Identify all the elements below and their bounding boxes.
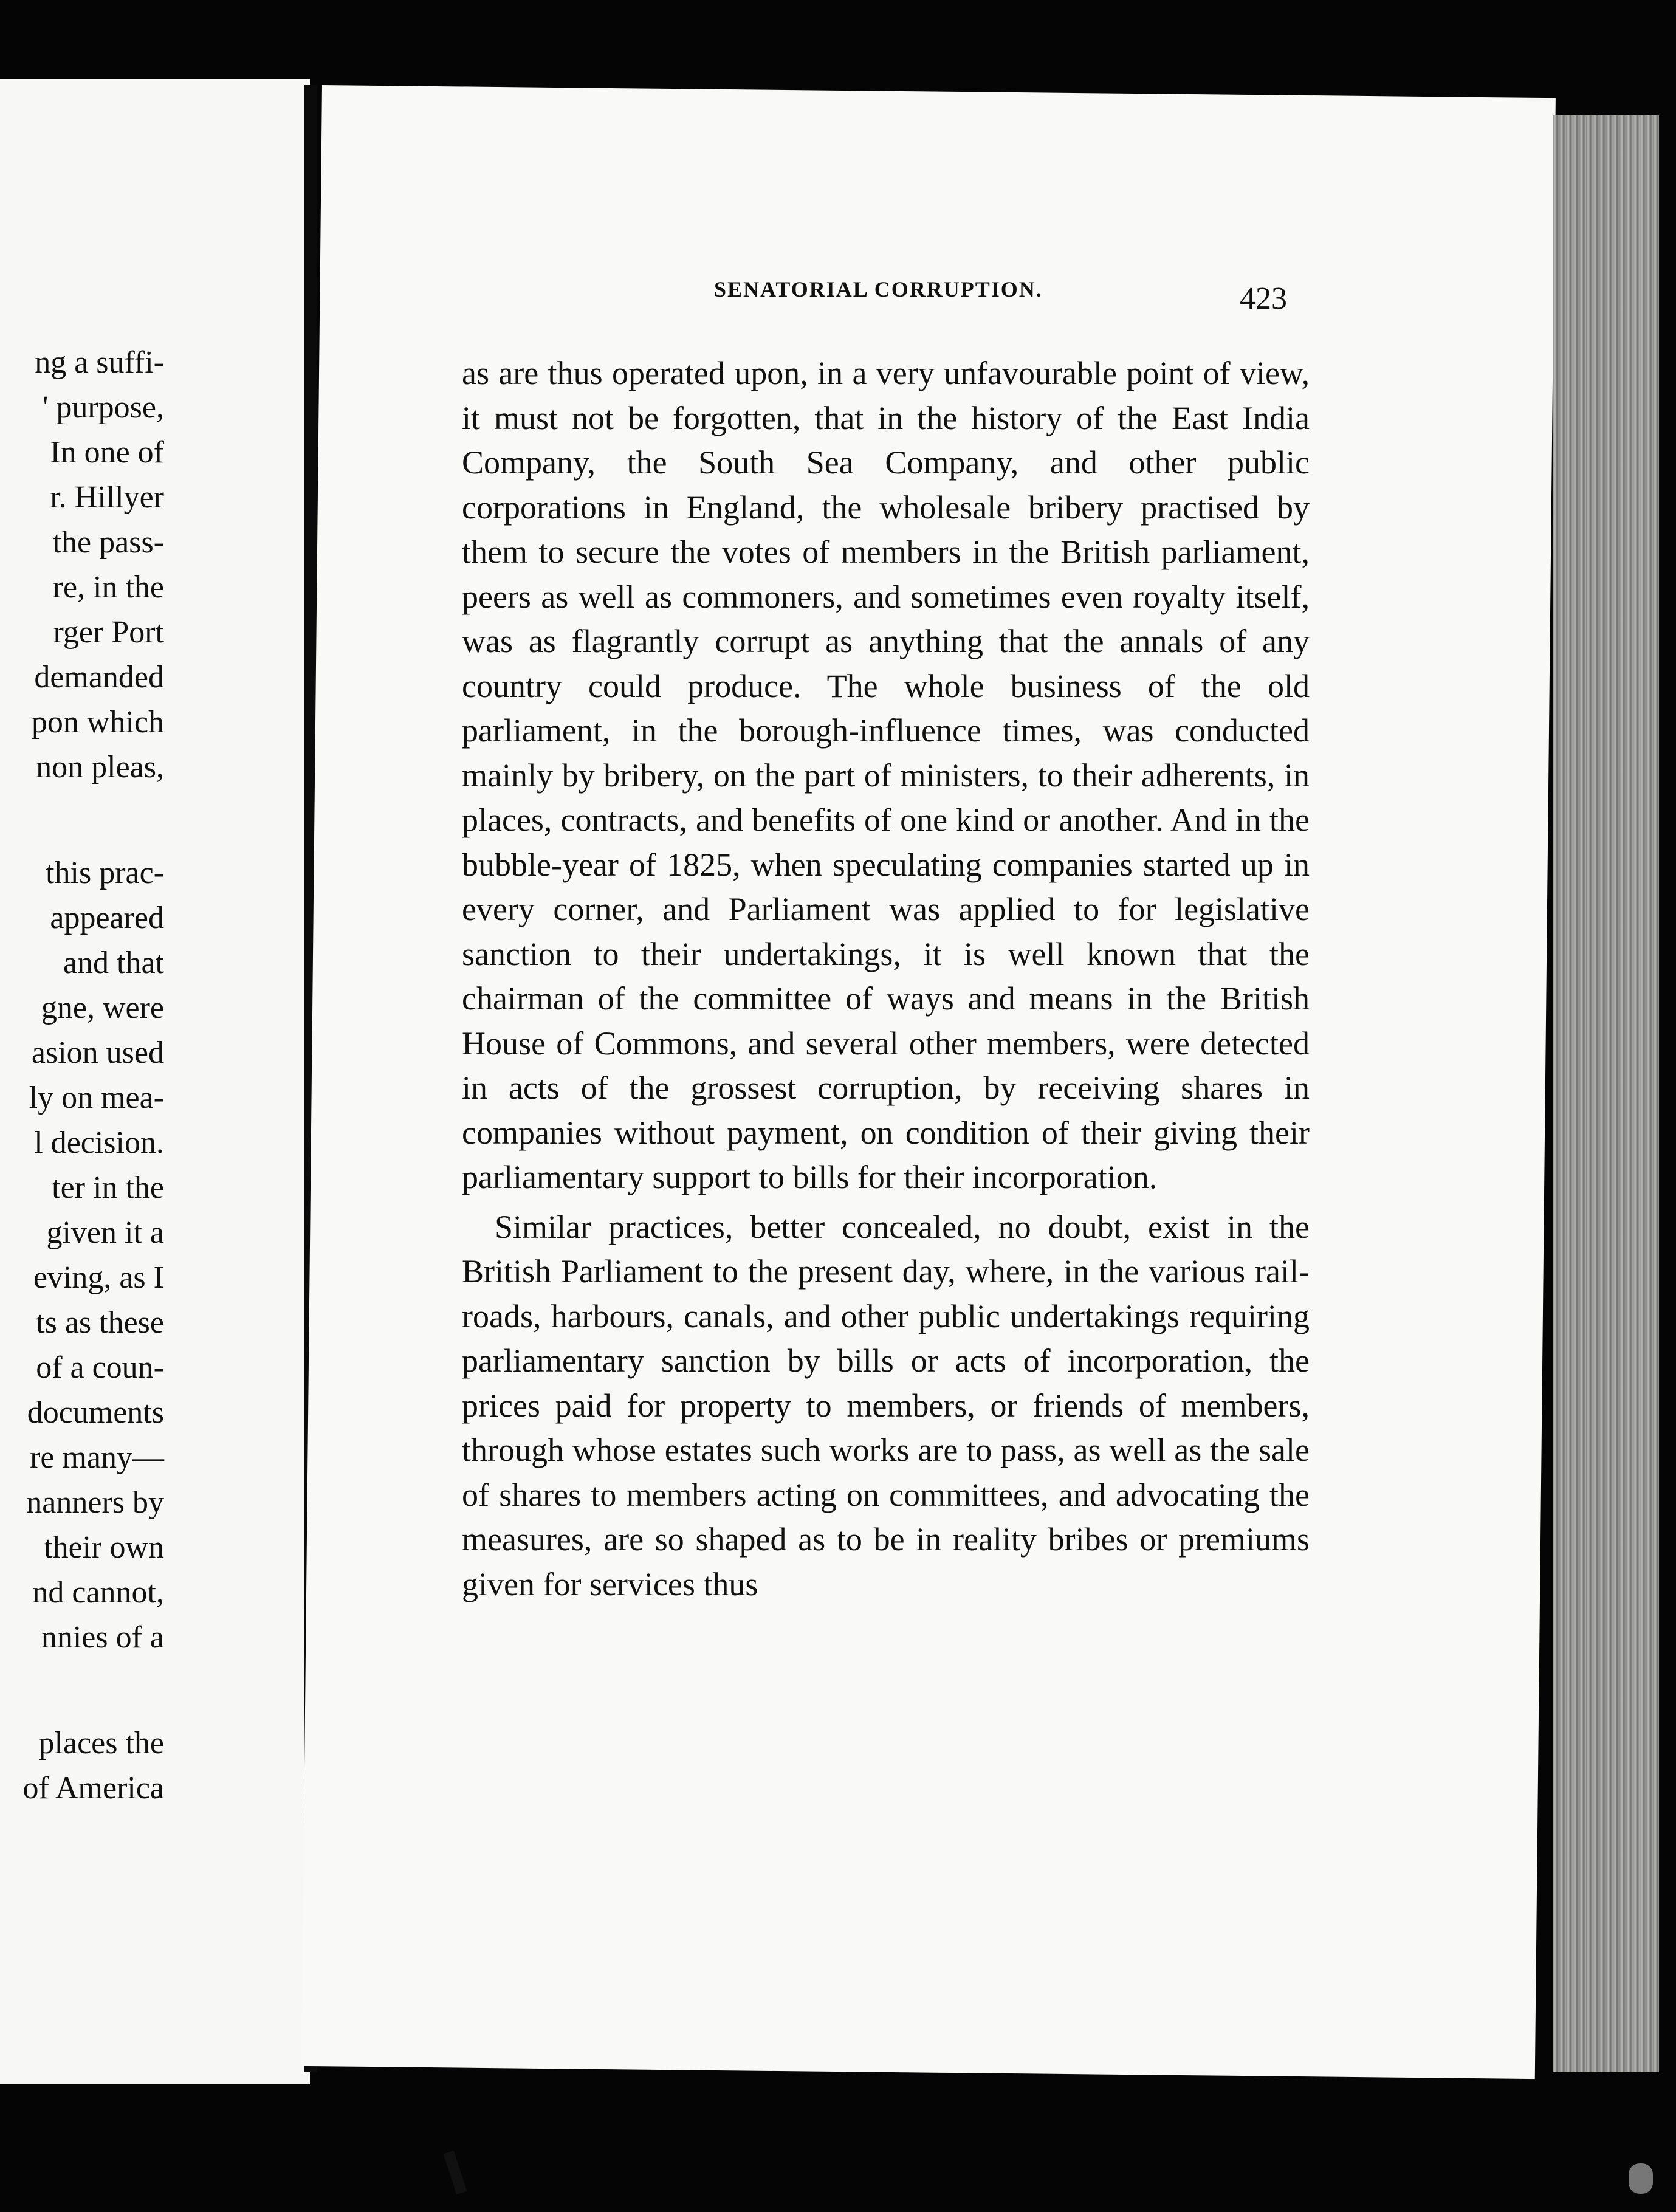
left-line: nd cannot, <box>32 1575 164 1610</box>
paragraph: as are thus operated upon, in a very unfavourable point of view, it must not be forgotten, that in the history of the East India Company, the South Sea Company, and other public corporations in England, the wholesale bribery practised by them to secure the votes of members in the British parliament, peers as well as commoners, and sometimes even royalty itself, was as flagrantly corrupt as anything that the annals of any country could produce. The whole business of the old parliament, in the borough-influence times, was conducted mainly by bribery, on the part of ministers, to their adherents, in places, contracts, and benefits of one kind or another. And in the bubble-year of 1825, when speculating companies started up in every corner, and Parliament was applied to for legislative sanction to their undertakings, it is well known that the chairman of the committee of ways and means in the British House of Commons, and several other members, were detected in acts of the grossest corruption, by receiving shares in companies without payment, on condition of their giving their parliamentary support to bills for their incorporation. <box>462 355 1310 1195</box>
left-line: ' purpose, <box>42 390 164 425</box>
left-line: places the <box>38 1726 164 1760</box>
left-line: given it a <box>46 1215 164 1250</box>
left-line: their own <box>44 1530 164 1565</box>
left-line: ter in the <box>52 1170 164 1205</box>
left-line: the pass- <box>52 525 164 560</box>
left-line: ly on mea- <box>29 1080 164 1115</box>
left-line: ng a suffi- <box>35 345 164 380</box>
left-line: nanners by <box>26 1485 164 1520</box>
paragraph: Similar practices, better concealed, no doubt, exist in the British Parliament to the present day, where, in the various rail-roads, harbours, canals, and other public undertakings requiring parliamentary sanction by bills or acts of incorporation, the prices paid for property to members, or friends of members, through whose estates such works are to pass, as well as the sale of shares to members acting on committees, and advocating the measures, are so shaped as to be in reality bribes or premiums given for services thus <box>462 1208 1310 1602</box>
left-line: eving, as I <box>33 1260 164 1295</box>
page-number: 423 <box>1240 281 1287 316</box>
left-line: rger Port <box>53 615 164 650</box>
left-line: re many— <box>30 1440 164 1475</box>
left-line: pon which <box>31 705 164 740</box>
left-line: non pleas, <box>36 750 164 785</box>
left-line: nnies of a <box>41 1620 164 1655</box>
left-line: ts as these <box>36 1305 164 1340</box>
left-page-text <box>0 340 164 1811</box>
left-line: gne, were <box>41 991 164 1025</box>
left-line: documents <box>27 1395 164 1430</box>
left-line: re, in the <box>52 570 164 605</box>
body-text <box>462 351 1310 1607</box>
left-line: asion used <box>31 1036 164 1070</box>
left-line: In one of <box>50 435 164 470</box>
scan-mark <box>1629 2163 1653 2194</box>
left-line: appeared <box>50 901 164 935</box>
left-line: demanded <box>34 660 164 695</box>
left-paragraph-gap <box>0 790 164 851</box>
left-page <box>0 79 310 2084</box>
left-line: this prac- <box>46 856 164 890</box>
left-line: of America <box>22 1771 164 1805</box>
page-edges <box>1553 115 1659 2072</box>
left-paragraph-gap <box>0 1660 164 1721</box>
left-line: of a coun- <box>36 1350 164 1385</box>
left-line: and that <box>63 946 164 980</box>
left-line: r. Hillyer <box>50 480 164 515</box>
scan-mark <box>444 2151 467 2194</box>
left-line: l decision. <box>34 1125 164 1160</box>
running-head: SENATORIAL CORRUPTION. <box>714 277 1043 301</box>
